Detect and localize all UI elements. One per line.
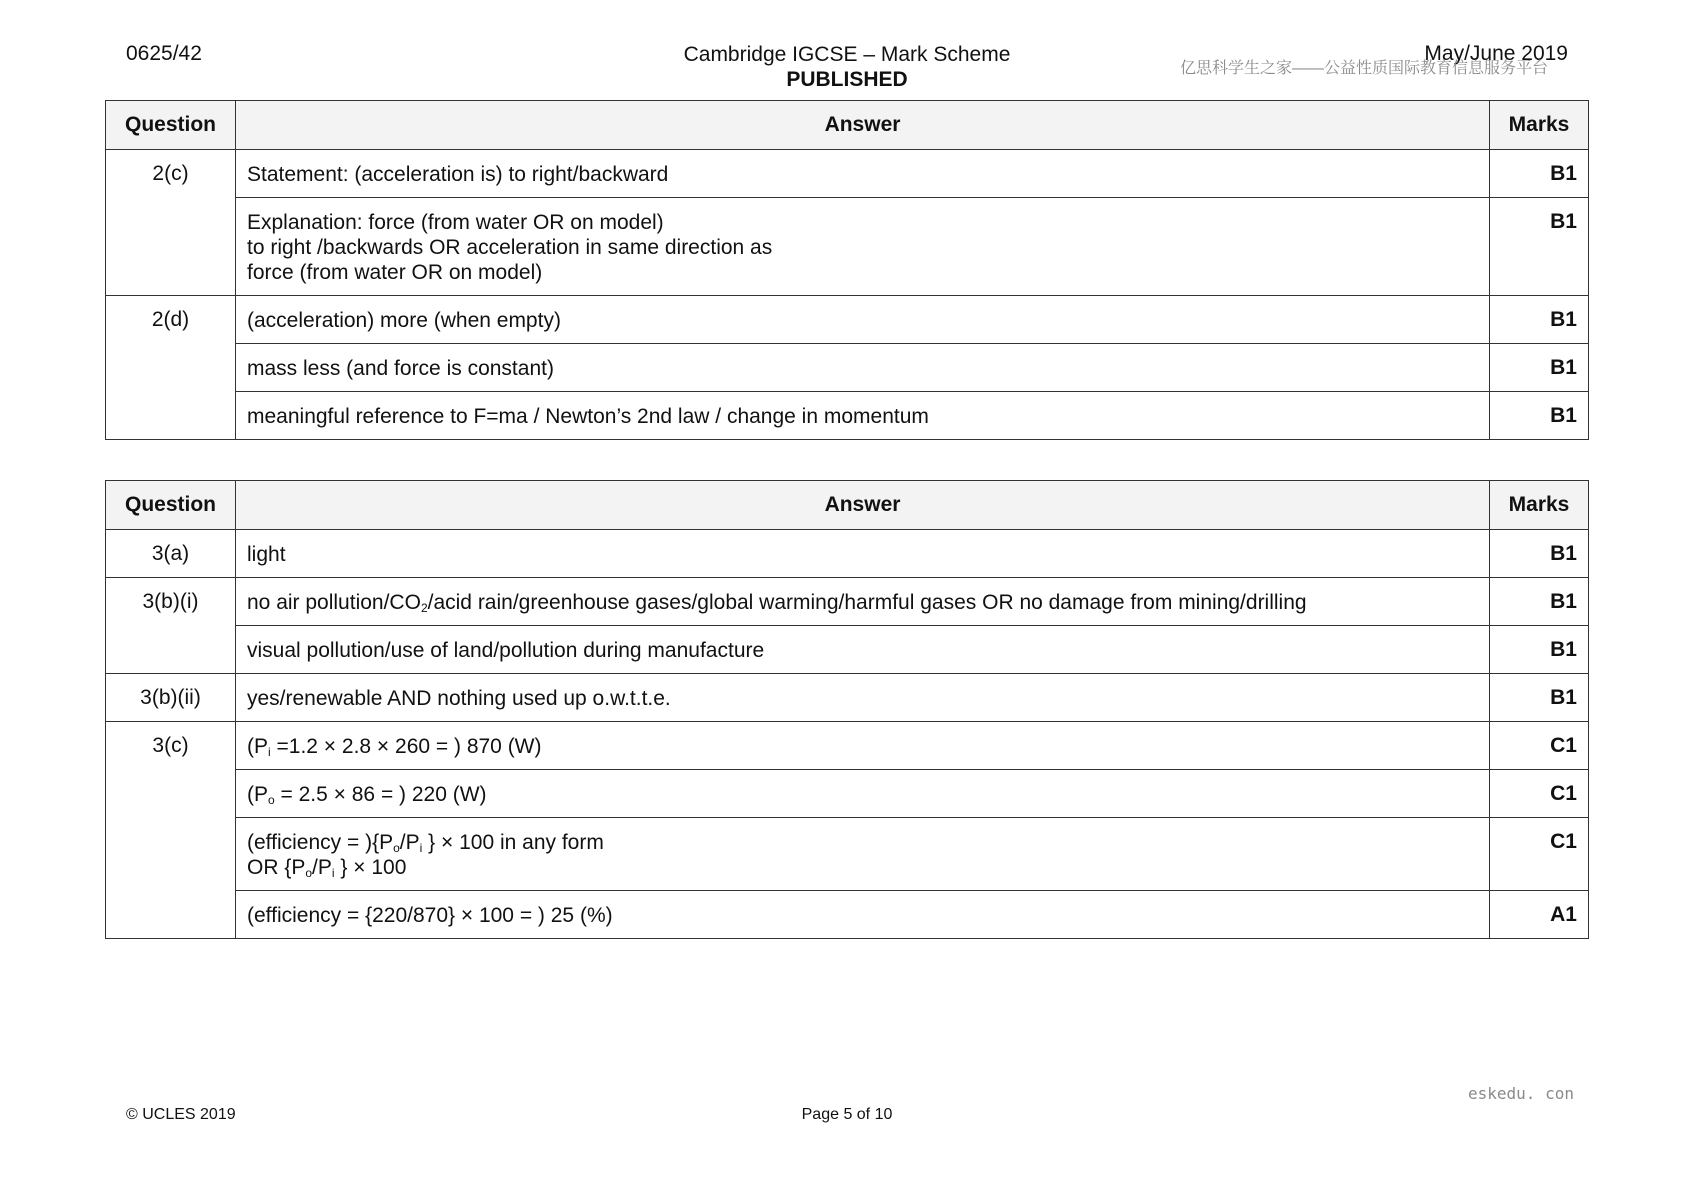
table-row [106, 674, 1589, 722]
answer-text: /acid rain/greenhouse gases/global warming/harmful gases OR no damage from mining/drilling [427, 591, 1307, 614]
question-column-header: Question [106, 481, 236, 530]
marks-column-header: Marks [1490, 101, 1589, 150]
marks-cell: B1 [1490, 150, 1589, 198]
question-number: 2(d) [106, 296, 236, 440]
answer-cell: Statement: (acceleration is) to right/backward [236, 150, 1490, 198]
subscript: i [268, 745, 271, 759]
footer-watermark: eskedu. con [1468, 1084, 1574, 1103]
answer-line: to right /backwards OR acceleration in same direction as [247, 236, 773, 259]
answer-cell [236, 578, 1490, 626]
question-number: 2(c) [106, 150, 236, 296]
subscript: o [393, 841, 400, 855]
marks-cell: B1 [1490, 392, 1589, 440]
table-row [106, 198, 1589, 296]
table-row [106, 626, 1589, 674]
marks-cell: B1 [1490, 198, 1589, 296]
table-header-row [106, 101, 1589, 150]
marks-cell: C1 [1490, 722, 1589, 770]
table-row [106, 770, 1589, 818]
table-row [106, 818, 1589, 891]
marks-column-header: Marks [1490, 481, 1589, 530]
answer-text: (P [247, 735, 268, 758]
answer-cell [236, 818, 1490, 891]
answer-cell: mass less (and force is constant) [236, 344, 1490, 392]
answer-cell [236, 198, 1490, 296]
subscript: o [305, 866, 313, 880]
question-number: 3(c) [106, 722, 236, 939]
answer-text: /P [312, 856, 332, 879]
answer-text: } × 100 in any form [422, 831, 604, 854]
answer-cell: meaningful reference to F=ma / Newton’s 2nd law / change in momentum [236, 392, 1490, 440]
table-row [106, 296, 1589, 344]
answer-text: /P [399, 831, 420, 854]
subscript: i [331, 866, 335, 880]
table-row [106, 392, 1589, 440]
answer-cell [236, 722, 1490, 770]
answer-text: (P [247, 783, 268, 806]
paper-code: 0625/42 [126, 42, 202, 65]
table-row [106, 530, 1589, 578]
question-number: 3(b)(ii) [106, 674, 236, 722]
question-number: 3(b)(i) [106, 578, 236, 674]
question-column-header: Question [106, 101, 236, 150]
answer-cell [236, 770, 1490, 818]
mark-scheme-table-q2 [105, 100, 1589, 440]
answer-column-header: Answer [236, 101, 1490, 150]
marks-cell: B1 [1490, 530, 1589, 578]
marks-cell: B1 [1490, 296, 1589, 344]
subscript: i [419, 841, 423, 855]
table-row [106, 891, 1589, 939]
subscript: o [268, 793, 275, 807]
marks-cell: B1 [1490, 626, 1589, 674]
table-header-row [106, 481, 1589, 530]
published-label: PUBLISHED [786, 68, 908, 91]
answer-text: (efficiency = ){P [247, 831, 394, 854]
table-row [106, 344, 1589, 392]
answer-cell: visual pollution/use of land/pollution during manufacture [236, 626, 1490, 674]
mark-scheme-table-q3 [105, 480, 1589, 939]
answer-text: =1.2 × 2.8 × 260 = ) 870 (W) [270, 735, 542, 758]
answer-text: no air pollution/CO [247, 591, 421, 614]
table-row [106, 150, 1589, 198]
answer-cell: (efficiency = {220/870} × 100 = ) 25 (%) [236, 891, 1490, 939]
copyright: © UCLES 2019 [126, 1106, 236, 1123]
answer-text: OR {P [247, 856, 306, 879]
marks-cell: C1 [1490, 818, 1589, 891]
answer-line [247, 830, 1478, 855]
table-row [106, 722, 1589, 770]
answer-line [247, 855, 1478, 880]
answer-text: } × 100 [334, 856, 407, 879]
answer-cell: (acceleration) more (when empty) [236, 296, 1490, 344]
header-watermark: 亿思科学生之家——公益性质国际教育信息服务平台 [1180, 60, 1549, 77]
answer-cell: yes/renewable AND nothing used up o.w.t.t.e. [236, 674, 1490, 722]
table-row [106, 578, 1589, 626]
answer-column-header: Answer [236, 481, 1490, 530]
scheme-title: Cambridge IGCSE – Mark Scheme [683, 43, 1011, 66]
answer-cell: light [236, 530, 1490, 578]
page-number: Page 5 of 10 [801, 1106, 893, 1123]
subscript: 2 [420, 601, 428, 615]
marks-cell: B1 [1490, 578, 1589, 626]
marks-cell: B1 [1490, 344, 1589, 392]
marks-cell: A1 [1490, 891, 1589, 939]
exam-session: May/June 2019 [1424, 42, 1568, 65]
answer-text: = 2.5 × 86 = ) 220 (W) [274, 783, 487, 806]
answer-line: force (from water OR on model) [247, 261, 543, 284]
question-number: 3(a) [106, 530, 236, 578]
answer-line: Explanation: force (from water OR on model) [247, 211, 664, 234]
marks-cell: C1 [1490, 770, 1589, 818]
marks-cell: B1 [1490, 674, 1589, 722]
